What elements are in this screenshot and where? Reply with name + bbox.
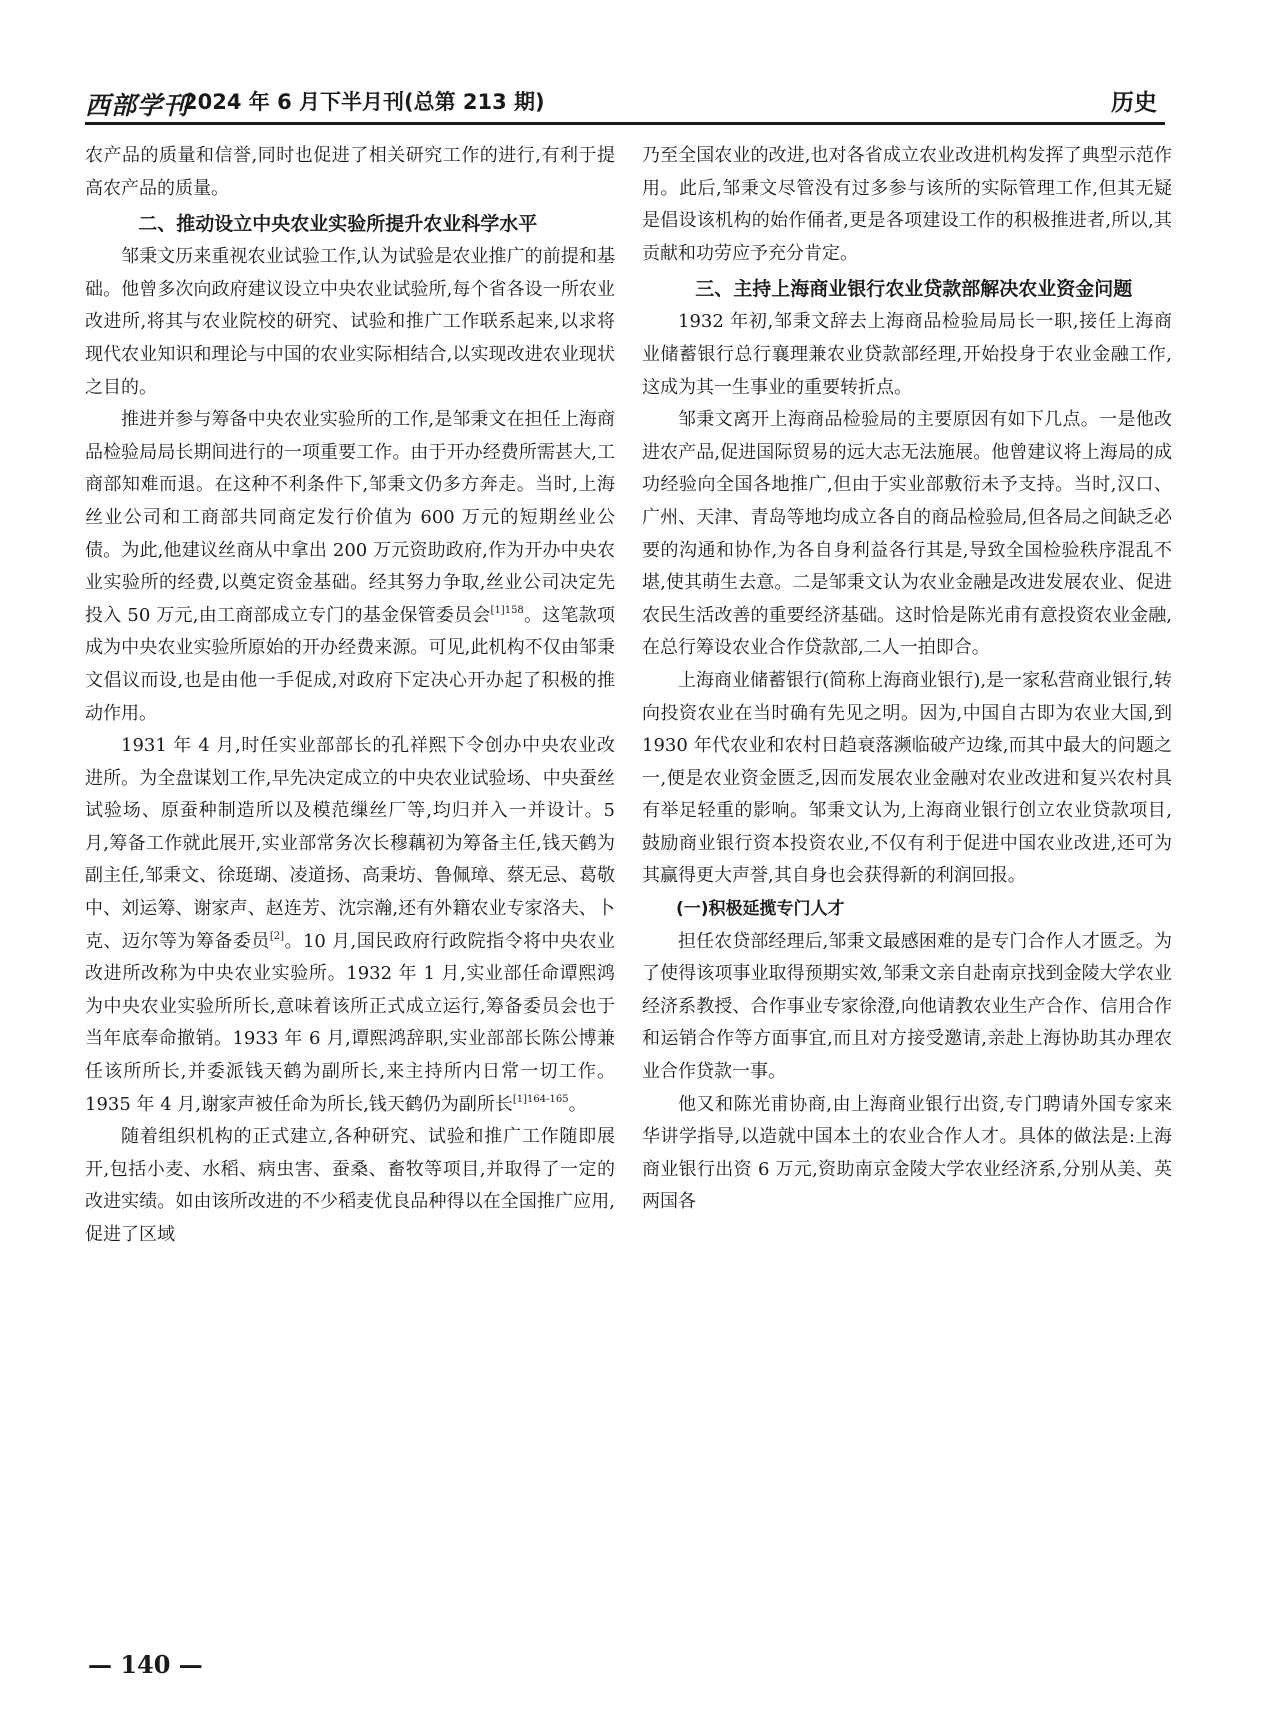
running-header [85, 80, 1165, 126]
section-heading-2: 二、推动设立中央农业实验所提升农业科学水平 [138, 213, 538, 236]
page-number: — 140 — [88, 1650, 203, 1679]
issue-info: 2024 年 6 月下半月刊(总第 213 期) [183, 90, 545, 114]
text: 。 [568, 1093, 587, 1115]
paragraph: 1932 年初,邹秉文辞去上海商品检验局局长一职,接任上海商业储蓄银行总行襄理兼农业贷款部经理,开始投身于农业金融工作,这成为其一生事业的重要转折点。 [642, 311, 1172, 398]
left-column [85, 140, 615, 1252]
text: 推进并参与筹备中央农业实验所的工作,是邹秉文在担任上海商品检验局局长期间进行的一项重要工作。由于开办经费所需甚大,工商部知难而退。在这种不利条件下,邹秉文仍多方奔走。当时,上海丝业公司和工商部共同商定发行价值为 600 万元的短期丝业公债。为此,他建议丝商从中拿出 200 万元资助政府,作为开办中央农业实验所的经费,以奠定资金基础。经其努力争取,丝业公司决定先投入 50 万元,由工商部成立专门的基金保管委员会 [85, 409, 615, 626]
paragraph [85, 730, 615, 1121]
journal-logo: 西部学刊 [85, 91, 190, 120]
text: 1931 年 4 月,时任实业部部长的孔祥熙下令创办中央农业改进所。为全盘谋划工作,早先决定成立的中央农业试验场、中央蚕丝试验场、原蚕种制造所以及模范缫丝厂等,均归并入一并设计。5 月,筹备工作就此展开,实业部常务次长穆藕初为筹备主任,钱天鹤为副主任,邹秉文、徐珽瑚、凌道扬、高秉坊、鲁佩璋、蔡无忌、葛敬中、刘运筹、谢家声、赵连芳、沈宗瀚,还有外籍农业专家洛夫、卜克、迈尔等为筹备委员 [85, 735, 615, 952]
paragraph-continued: 农产品的质量和信誉,同时也促进了相关研究工作的进行,有利于提高农产品的质量。 [85, 145, 615, 199]
subsection-heading: (一)积极延揽专门人才 [676, 899, 845, 920]
paragraph: 随着组织机构的正式建立,各种研究、试验和推广工作随即展开,包括小麦、水稻、病虫害、蚕桑、畜牧等项目,并取得了一定的改进实绩。如由该所改进的不少稻麦优良品种得以在全国推广应用,促进了区域 [85, 1126, 615, 1245]
text: 。这笔款项成为中央农业实验所原始的开办经费来源。可见,此机构不仅由邹秉文倡议而设,也是由他一手促成,对政府下定决心开办起了积极的推动作用。 [85, 604, 616, 724]
section-label: 历史 [1111, 90, 1157, 116]
section-heading-3: 三、主持上海商业银行农业贷款部解决农业资金问题 [695, 278, 1133, 301]
paragraph-continued: 乃至全国农业的改进,也对各省成立农业改进机构发挥了典型示范作用。此后,邹秉文尽管没有过多参与该所的实际管理工作,但其无疑是倡设该机构的始作俑者,更是各项建设工作的积极推进者,所以,其贡献和功劳应予充分肯定。 [642, 145, 1172, 264]
right-column [642, 140, 1172, 1219]
paragraph: 他又和陈光甫协商,由上海商业银行出资,专门聘请外国专家来华讲学指导,以造就中国本土的农业合作人才。具体的做法是:上海商业银行出资 6 万元,资助南京金陵大学农业经济系,分别从美、英两国各 [642, 1093, 1172, 1213]
paragraph: 上海商业储蓄银行(简称上海商业银行),是一家私营商业银行,转向投资农业在当时确有先见之明。因为,中国自古即为农业大国,到 1930 年代农业和农村日趋衰落濒临破产边缘,而其中最大的问题之一,便是农业资金匮乏,因而发展农业金融对农业改进和复兴农村具有举足轻重的影响。邹秉文认为,上海商业银行创立农业贷款项目,鼓励商业银行资本投资农业,不仅有利于促进中国农业改进,还可为其赢得更大声誉,其自身也会获得新的利润回报。 [642, 669, 1172, 887]
paragraph: 担任农贷部经理后,邹秉文最感困难的是专门合作人才匮乏。为了使得该项事业取得预期实效,邹秉文亲自赴南京找到金陵大学农业经济系教授、合作事业专家徐澄,向他请教农业生产合作、信用合作和运销合作等方面事宜,而且对方接受邀请,亲赴上海协助其办理农业合作贷款一事。 [642, 930, 1172, 1083]
header-rule [85, 122, 1165, 125]
citation: [1]158 [490, 604, 524, 616]
paragraph: 邹秉文离开上海商品检验局的主要原因有如下几点。一是他改进农产品,促进国际贸易的远大志无法施展。他曾建议将上海局的成功经验向全国各地推广,但由于实业部敷衍未予支持。当时,汉口、广州、天津、青岛等地均成立各自的商品检验局,但各局之间缺乏必要的沟通和协作,为各自身利益各行其是,导致全国检验秩序混乱不堪,使其萌生去意。二是邹秉文认为农业金融是改进发展农业、促进农民生活改善的重要经济基础。这时恰是陈光甫有意投资农业金融,在总行筹设农业合作贷款部,二人一拍即合。 [642, 409, 1172, 659]
citation: [2] [269, 930, 284, 942]
paragraph [85, 404, 615, 730]
paragraph: 邹秉文历来重视农业试验工作,认为试验是农业推广的前提和基础。他曾多次向政府建议设立中央农业试验所,每个省各设一所农业改进所,将其与农业院校的研究、试验和推广工作联系起来,以求将现代农业知识和理论与中国的农业实际相结合,以实现改进农业现状之目的。 [85, 246, 615, 398]
text: 。10 月,国民政府行政院指令将中央农业改进所改称为中央农业实验所。1932 年 1 月,实业部任命谭熙鸿为中央农业实验所所长,意味着该所正式成立运行,筹备委员会也于当年底奉命撤销。1933 年 6 月,谭熙鸿辞职,实业部部长陈公博兼任该所所长,并委派钱天鹤为副所长,来主持所内日常一切工作。1935 年 4 月,谢家声被任命为所长,钱天鹤仍为副所长 [85, 930, 615, 1115]
citation: [1]164-165 [512, 1093, 569, 1105]
